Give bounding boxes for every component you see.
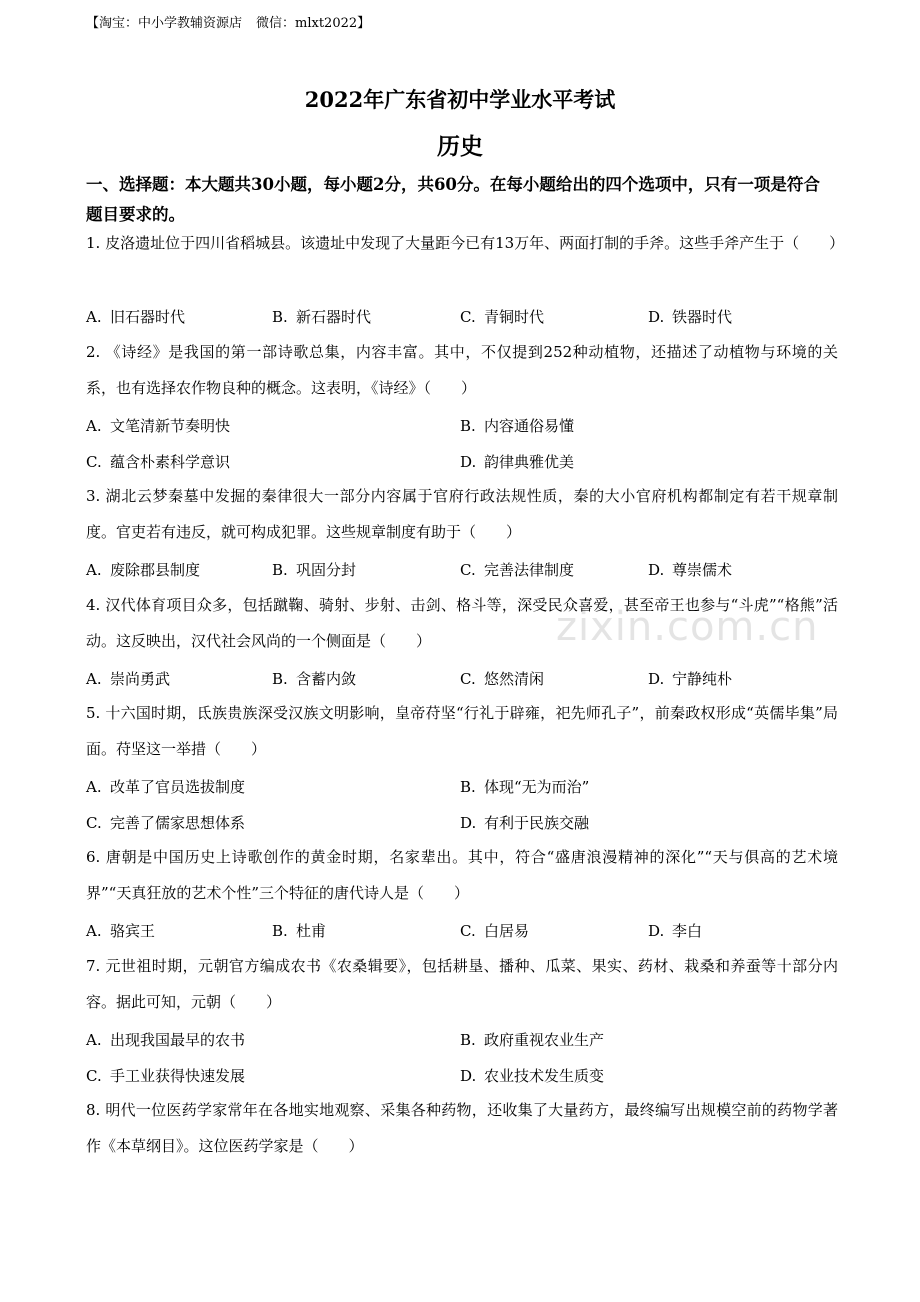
q3-option-d[interactable] [648,559,732,580]
q3-option-a[interactable] [86,559,200,580]
q2-option-a[interactable] [86,415,230,436]
header-note [86,12,370,31]
option-text: 体现“无为而治” [484,778,590,796]
q2-option-c[interactable] [86,451,230,472]
question-4-stem: 4. 汉代体育项目众多，包括蹴鞠、骑射、步射、击剑、格斗等，深受民众喜爱，甚至帝王也参与“斗虎”“格熊”活动。这反映出，汉代社会风尚的一个侧面是（ ） [86,596,838,650]
option-text: 政府重视农业生产 [484,1031,605,1049]
option-letter: C. [460,922,476,940]
option-letter: C. [460,670,476,688]
option-letter: B. [272,308,288,326]
option-text: 新石器时代 [296,308,372,326]
exam-title: 2022年广东省初中学业水平考试 [304,87,616,112]
option-letter: A. [86,922,102,940]
option-text: 白居易 [484,922,530,940]
option-letter: B. [272,561,288,579]
option-letter: B. [460,1031,476,1049]
q5-option-c[interactable] [86,812,245,833]
option-text: 完善法律制度 [484,561,575,579]
option-letter: D. [648,308,665,326]
q4-option-c[interactable] [460,668,544,689]
option-letter: B. [460,417,476,435]
q3-option-c[interactable] [460,559,574,580]
option-letter: B. [460,778,476,796]
option-letter: C. [86,814,102,832]
option-text: 改革了官员选拔制度 [110,778,246,796]
q3-option-b[interactable] [272,559,356,580]
section-heading: 一、选择题：本大题共30小题，每小题2分，共60分。在每小题给出的四个选项中，只有一项是符合题目要求的。 [86,175,820,224]
option-letter: A. [86,308,102,326]
watermark: zixin.com.cn [556,604,819,650]
option-text: 巩固分封 [296,561,357,579]
option-letter: C. [86,1067,102,1085]
option-letter: D. [648,670,665,688]
option-text: 李白 [672,922,703,940]
q4-option-d[interactable] [648,668,732,689]
option-text: 有利于民族交融 [484,814,590,832]
option-letter: A. [86,1031,102,1049]
option-letter: A. [86,778,102,796]
q6-option-d[interactable] [648,920,702,941]
option-text: 完善了儒家思想体系 [110,814,246,832]
q7-option-a[interactable] [86,1029,245,1050]
q1-option-a[interactable] [86,306,185,327]
exam-subject: 历史 [437,133,483,160]
option-letter: C. [86,453,102,471]
header-note-wechat: 微信：mlxt2022】 [256,16,371,31]
option-text: 骆宾王 [110,922,156,940]
option-letter: B. [272,670,288,688]
option-text: 尊崇儒术 [672,561,733,579]
q7-option-d[interactable] [460,1065,604,1086]
question-5-stem: 5. 十六国时期，氐族贵族深受汉族文明影响，皇帝苻坚“行礼于辟雍，祀先师孔子”，前秦政权形成“英儒毕集”局面。苻坚这一举措（ ） [86,704,838,758]
option-text: 蕴含朴素科学意识 [110,453,231,471]
q6-option-c[interactable] [460,920,529,941]
option-letter: A. [86,561,102,579]
option-text: 含蓄内敛 [296,670,357,688]
option-text: 韵律典雅优美 [484,453,575,471]
question-3-stem: 3. 湖北云梦秦墓中发掘的秦律很大一部分内容属于官府行政法规性质，秦的大小官府机构都制定有若干规章制度。官吏若有违反，就可构成犯罪。这些规章制度有助于（ ） [86,487,838,541]
option-letter: D. [460,1067,477,1085]
question-6-stem: 6. 唐朝是中国历史上诗歌创作的黄金时期，名家辈出。其中，符合“盛唐浪漫精神的深化”“天与俱高的艺术境界”“天真狂放的艺术个性”三个特征的唐代诗人是（ ） [86,848,838,902]
option-text: 文笔清新节奏明快 [110,417,231,435]
option-text: 内容通俗易懂 [484,417,575,435]
option-letter: B. [272,922,288,940]
q2-option-b[interactable] [460,415,574,436]
q6-option-b[interactable] [272,920,326,941]
q1-option-d[interactable] [648,306,732,327]
option-letter: A. [86,670,102,688]
q5-option-a[interactable] [86,776,245,797]
option-text: 铁器时代 [672,308,733,326]
q5-option-b[interactable] [460,776,589,797]
option-text: 悠然清闲 [484,670,545,688]
q2-option-d[interactable] [460,451,574,472]
option-text: 农业技术发生质变 [484,1067,605,1085]
option-text: 宁静纯朴 [672,670,733,688]
header-note-shop: 【淘宝：中小学教辅资源店 [86,16,243,31]
option-text: 旧石器时代 [110,308,186,326]
option-letter: D. [460,453,477,471]
option-letter: D. [648,922,665,940]
option-letter: D. [648,561,665,579]
q5-option-d[interactable] [460,812,589,833]
q6-option-a[interactable] [86,920,155,941]
question-8-stem: 8. 明代一位医药学家常年在各地实地观察、采集各种药物，还收集了大量药方，最终编写出规模空前的药物学著作《本草纲目》。这位医药学家是（ ） [86,1101,838,1155]
question-1-stem: 1. 皮洛遗址位于四川省稻城县。该遗址中发现了大量距今已有13万年、两面打制的手斧。这些手斧产生于（ ） [86,234,845,252]
q1-option-b[interactable] [272,306,371,327]
option-letter: C. [460,561,476,579]
question-7-stem: 7. 元世祖时期，元朝官方编成农书《农桑辑要》，包括耕垦、播种、瓜菜、果实、药材、栽桑和养蚕等十部分内容。据此可知，元朝（ ） [86,957,838,1011]
option-text: 废除郡县制度 [110,561,201,579]
q1-option-c[interactable] [460,306,544,327]
q4-option-a[interactable] [86,668,170,689]
option-letter: A. [86,417,102,435]
question-2-stem: 2. 《诗经》是我国的第一部诗歌总集，内容丰富。其中，不仅提到252种动植物，还描述了动植物与环境的关系，也有选择农作物良种的概念。这表明，《诗经》（ ） [86,343,838,397]
option-text: 青铜时代 [484,308,545,326]
option-text: 杜甫 [296,922,327,940]
option-letter: C. [460,308,476,326]
q7-option-b[interactable] [460,1029,604,1050]
option-letter: D. [460,814,477,832]
q7-option-c[interactable] [86,1065,245,1086]
option-text: 出现我国最早的农书 [110,1031,246,1049]
q4-option-b[interactable] [272,668,356,689]
option-text: 崇尚勇武 [110,670,171,688]
option-text: 手工业获得快速发展 [110,1067,246,1085]
